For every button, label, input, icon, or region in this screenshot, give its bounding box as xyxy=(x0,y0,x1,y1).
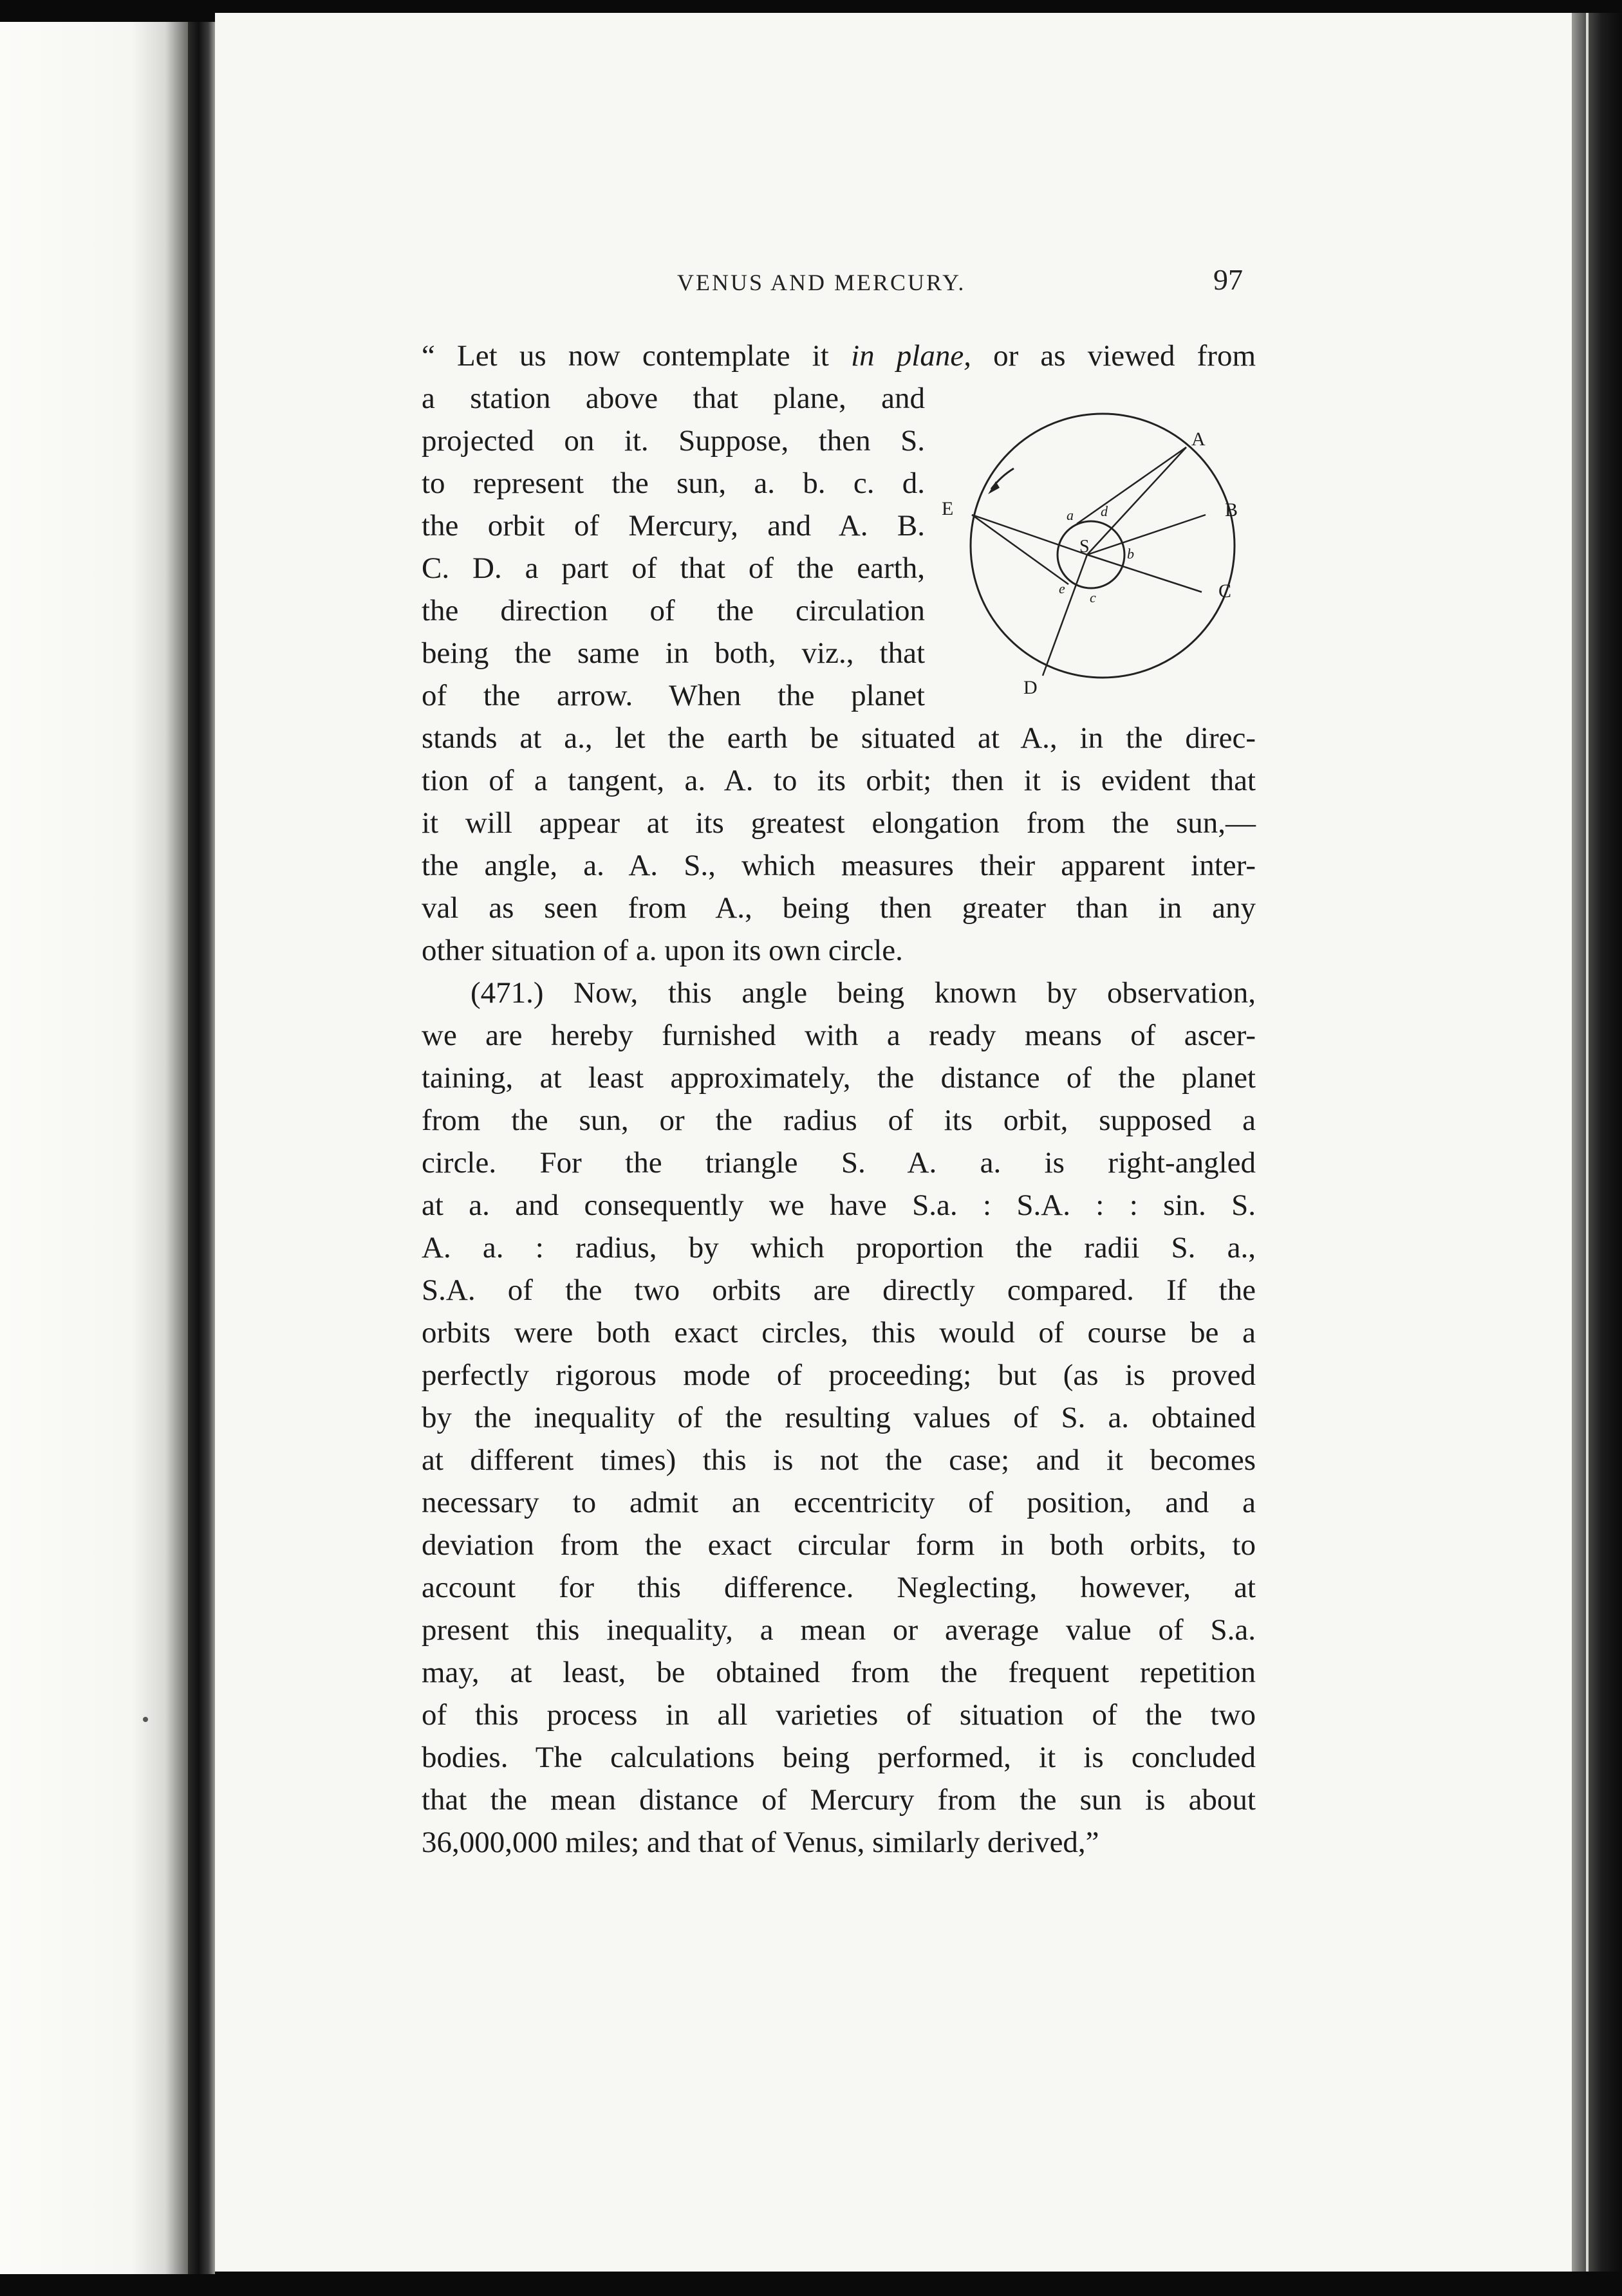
label-b: b xyxy=(1127,546,1134,562)
text-line: (471.) Now, this angle being known by observation, xyxy=(471,976,1256,1010)
text-line: it will appear at its greatest elongation from the sun,— xyxy=(422,806,1256,840)
text-line: bodies. The calculations being performed, it is concluded xyxy=(422,1741,1256,1774)
text-line: taining, at least approximately, the distance of the planet xyxy=(422,1061,1256,1095)
label-E: E xyxy=(942,498,954,519)
text-line: orbits were both exact circles, this would of course be a xyxy=(422,1316,1256,1349)
text-line: a station above that plane, and xyxy=(422,382,925,415)
paragraph-2 xyxy=(422,972,1256,1864)
text-line: C. D. a part of that of the earth, xyxy=(422,551,925,585)
text-line: may, at least, be obtained from the frequent repetition xyxy=(422,1656,1256,1689)
page-edge-shadow xyxy=(1572,13,1622,2272)
text-line: at a. and consequently we have S.a. : S.A. : : sin. S. xyxy=(422,1189,1256,1222)
label-C: C xyxy=(1218,580,1232,602)
text-line: we are hereby furnished with a ready means of ascer- xyxy=(422,1019,1256,1052)
text-line: to represent the sun, a. b. c. d. xyxy=(422,467,925,500)
facing-page-edge xyxy=(0,22,188,2274)
text-line: at different times) this is not the case; and it becomes xyxy=(422,1443,1256,1477)
label-a: a xyxy=(1067,507,1074,523)
text-line-start: “ Let us now contemplate it xyxy=(422,339,852,373)
text-line-end: or as viewed from xyxy=(971,339,1256,373)
text-line: from the sun, or the radius of its orbit, supposed a xyxy=(422,1104,1256,1137)
label-B: B xyxy=(1225,499,1238,521)
running-head: VENUS AND MERCURY. xyxy=(677,270,966,295)
text-line: of the arrow. When the planet xyxy=(422,679,925,712)
text-line: circle. For the triangle S. A. a. is right-angled xyxy=(422,1146,1256,1180)
text-line: account for this difference. Neglecting, however, at xyxy=(422,1571,1256,1604)
label-S: S xyxy=(1079,537,1090,557)
text-line: by the inequality of the resulting values of S. a. obtained xyxy=(422,1401,1256,1434)
text-line: the angle, a. A. S., which measures their apparent inter- xyxy=(422,849,1256,882)
text-line: other situation of a. upon its own circle. xyxy=(422,934,903,967)
text-line: deviation from the exact circular form in both orbits, to xyxy=(422,1528,1256,1562)
label-d: d xyxy=(1101,503,1108,519)
text-line: being the same in both, viz., that xyxy=(422,636,925,670)
text-line: S.A. of the two orbits are directly compared. If the xyxy=(422,1273,1256,1307)
text-line: 36,000,000 miles; and that of Venus, similarly derived,” xyxy=(422,1826,1099,1859)
text-line: that the mean distance of Mercury from the sun is about xyxy=(422,1783,1256,1817)
text-line: of this process in all varieties of situation of the two xyxy=(422,1698,1256,1732)
text-line: necessary to admit an eccentricity of position, and a xyxy=(422,1486,1256,1519)
text-line: projected on it. Suppose, then S. xyxy=(422,424,925,458)
text-line: the direction of the circulation xyxy=(422,594,925,627)
text-line: perfectly rigorous mode of proceeding; but (as is proved xyxy=(422,1358,1256,1392)
text-line: the orbit of Mercury, and A. B. xyxy=(422,509,925,542)
page-number: 97 xyxy=(1213,263,1243,296)
body-text xyxy=(422,335,1256,1864)
text-line: stands at a., let the earth be situated at A., in the direc- xyxy=(422,721,1256,755)
text-line: present this inequality, a mean or average value of S.a. xyxy=(422,1613,1256,1647)
text-line: val as seen from A., being then greater than in any xyxy=(422,891,1256,925)
book-gutter xyxy=(188,22,215,2274)
label-e: e xyxy=(1059,580,1065,597)
text-line: A. a. : radius, by which proportion the radii S. a., xyxy=(422,1231,1256,1264)
label-A: A xyxy=(1191,429,1206,450)
label-c: c xyxy=(1090,589,1096,606)
label-D: D xyxy=(1023,677,1038,698)
italic-phrase: in plane, xyxy=(851,339,971,373)
text-line xyxy=(422,335,1256,377)
scan-speck xyxy=(143,1717,148,1722)
paragraph-1 xyxy=(422,335,1256,972)
text-line: tion of a tangent, a. A. to its orbit; then it is evident that xyxy=(422,764,1256,797)
